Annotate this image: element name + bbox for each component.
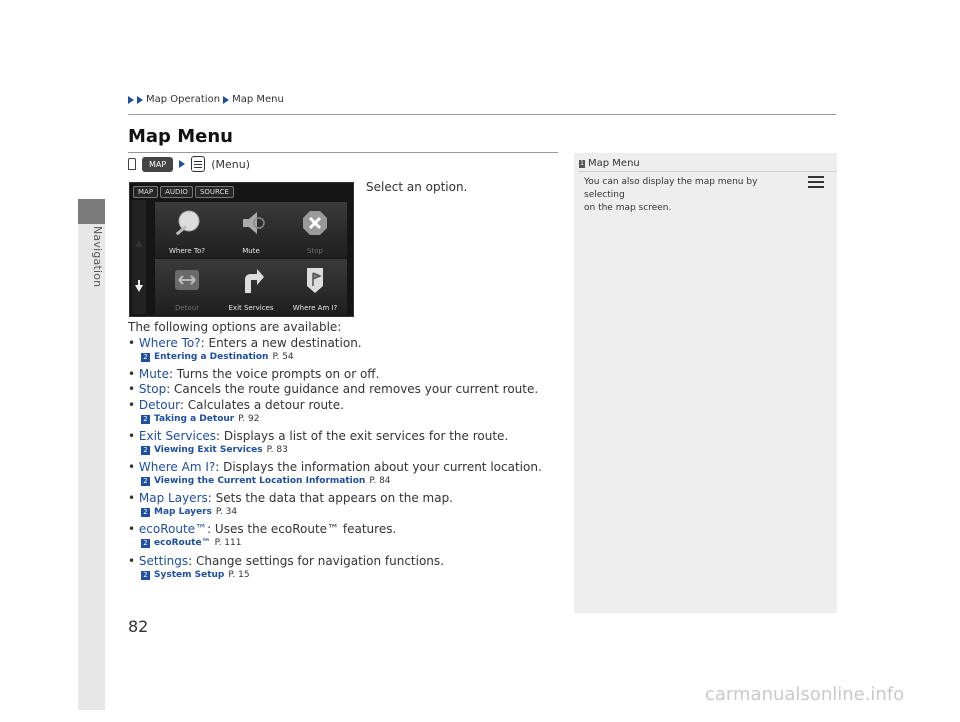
stop-x-icon <box>301 209 329 237</box>
side-note-text <box>584 176 798 215</box>
option-term: Exit Services <box>138 429 217 443</box>
watermark: carmanualsonline.info <box>705 684 905 705</box>
screen-tab-audio: AUDIO <box>160 186 193 198</box>
cross-reference[interactable] <box>141 414 259 424</box>
reference-arrow-icon: 2 <box>141 353 150 362</box>
tile-label: Stop <box>307 247 323 255</box>
reference-arrow-icon: 2 <box>141 477 150 486</box>
list-item: • ecoRoute™: Uses the ecoRoute™ features. <box>128 522 397 536</box>
hamburger-menu-icon <box>808 174 824 190</box>
tile-where-am-i <box>283 259 347 315</box>
option-desc: : Sets the data that appears on the map. <box>207 491 453 505</box>
reference-page: P. 54 <box>272 352 294 362</box>
breadcrumb-arrow-icon <box>137 96 143 104</box>
tile-mute <box>219 202 283 258</box>
option-term: ecoRoute™ <box>138 522 208 536</box>
screen-tab-source: SOURCE <box>195 186 234 198</box>
tile-label: Detour <box>174 304 200 312</box>
option-desc: : Cancels the route guidance and removes your current route. <box>166 382 539 396</box>
breadcrumb-arrow-icon <box>223 96 229 104</box>
flag-icon <box>301 266 329 294</box>
reference-arrow-icon: 2 <box>141 446 150 455</box>
side-note-line: You can also display the map menu by selecting <box>584 177 758 200</box>
option-term: Map Layers <box>138 491 208 505</box>
reference-arrow-icon: 2 <box>141 571 150 580</box>
tile-detour <box>155 259 219 315</box>
section-side-band <box>78 224 105 710</box>
menu-icon <box>191 156 205 172</box>
breadcrumb-item[interactable]: Map Operation <box>146 94 221 105</box>
reference-title: Viewing Exit Services <box>154 445 263 455</box>
reference-arrow-icon: 2 <box>141 508 150 517</box>
reference-title: Entering a Destination <box>154 352 269 362</box>
cross-reference[interactable] <box>141 445 288 455</box>
option-desc: : Change settings for navigation functions. <box>188 554 444 568</box>
detour-icon <box>173 266 201 294</box>
page-title: Map Menu <box>128 126 233 147</box>
scroll-arrows-icon <box>132 200 146 314</box>
header-rule <box>128 114 836 115</box>
reference-page: P. 84 <box>369 476 391 486</box>
tile-label: Where Am I? <box>292 304 338 312</box>
reference-title: Map Layers <box>154 507 212 517</box>
tile-where-to <box>155 202 219 258</box>
option-term: Settings <box>138 554 189 568</box>
side-note-title: Map Menu <box>588 158 640 169</box>
reference-page: P. 92 <box>238 414 260 424</box>
tile-label: Mute <box>242 247 260 255</box>
side-note-line: on the map screen. <box>584 203 672 213</box>
page-number: 82 <box>128 617 149 636</box>
side-note-rule <box>579 171 837 172</box>
option-term: Where Am I? <box>138 460 216 474</box>
section-tab-marker <box>78 199 105 224</box>
list-item: • Where To?: Enters a new destination. <box>128 336 362 350</box>
option-term: Stop <box>138 382 167 396</box>
list-item: • Map Layers: Sets the data that appears on the map. <box>128 491 453 505</box>
reference-arrow-icon: 2 <box>141 539 150 548</box>
cross-reference[interactable] <box>141 507 237 517</box>
reference-title: ecoRoute™ <box>154 538 211 548</box>
list-item: • Settings: Change settings for navigation functions. <box>128 554 444 568</box>
path-arrow-icon <box>179 160 185 168</box>
reference-title: Taking a Detour <box>154 414 235 424</box>
list-item: • Mute: Turns the voice prompts on or off. <box>128 367 380 381</box>
reference-arrow-icon: 2 <box>141 415 150 424</box>
note-number-icon: 1 <box>580 159 584 167</box>
reference-page: P. 34 <box>215 507 238 517</box>
tile-exit-services <box>219 259 283 315</box>
option-term: Where To? <box>138 336 201 350</box>
title-rule <box>128 152 558 153</box>
speaker-icon <box>237 209 265 237</box>
option-desc: : Uses the ecoRoute™ features. <box>207 522 397 536</box>
list-item: • Exit Services: Displays a list of the exit services for the route. <box>128 429 509 443</box>
menu-label: (Menu) <box>211 157 250 171</box>
intro-text: The following options are available: <box>128 320 342 334</box>
tile-label: Where To? <box>168 247 205 255</box>
reference-title: System Setup <box>154 570 225 580</box>
cross-reference[interactable] <box>141 352 294 362</box>
option-desc: : Turns the voice prompts on or off. <box>168 367 380 381</box>
option-desc: : Displays the information about your current location. <box>215 460 542 474</box>
option-desc: : Calculates a detour route. <box>179 398 344 412</box>
side-note-panel <box>574 153 837 613</box>
list-item: • Stop: Cancels the route guidance and removes your current route. <box>128 382 539 396</box>
reference-title: Viewing the Current Location Information <box>154 476 366 486</box>
side-note-heading <box>579 158 640 169</box>
cross-reference[interactable] <box>141 476 391 486</box>
breadcrumb-item[interactable]: Map Menu <box>232 94 284 105</box>
tile-stop <box>283 202 347 258</box>
cross-reference[interactable] <box>141 538 242 548</box>
list-item: • Detour: Calculates a detour route. <box>128 398 344 412</box>
reference-page: P. 15 <box>228 570 250 580</box>
breadcrumb-arrow-icon <box>128 96 134 104</box>
exit-arrow-icon <box>237 266 265 294</box>
list-item: • Where Am I?: Displays the information about your current location. <box>128 460 542 474</box>
option-desc: : Displays a list of the exit services for the route. <box>216 429 509 443</box>
home-icon <box>128 158 136 170</box>
option-desc: : Enters a new destination. <box>200 336 362 350</box>
breadcrumb <box>128 94 284 105</box>
operation-path <box>128 156 250 172</box>
option-term: Detour <box>138 398 180 412</box>
tile-label: Exit Services <box>228 304 274 312</box>
instruction-text: Select an option. <box>366 180 468 194</box>
reference-page: P. 83 <box>266 445 288 455</box>
map-menu-screenshot <box>129 182 354 317</box>
screen-tab-map: MAP <box>133 186 158 198</box>
section-label: Navigation <box>91 226 104 288</box>
map-button-chip: MAP <box>142 157 173 172</box>
screen-scroll-bar <box>132 200 146 314</box>
cross-reference[interactable] <box>141 570 250 580</box>
option-term: Mute <box>138 367 169 381</box>
magnifier-icon <box>173 209 201 237</box>
reference-page: P. 111 <box>214 538 242 548</box>
